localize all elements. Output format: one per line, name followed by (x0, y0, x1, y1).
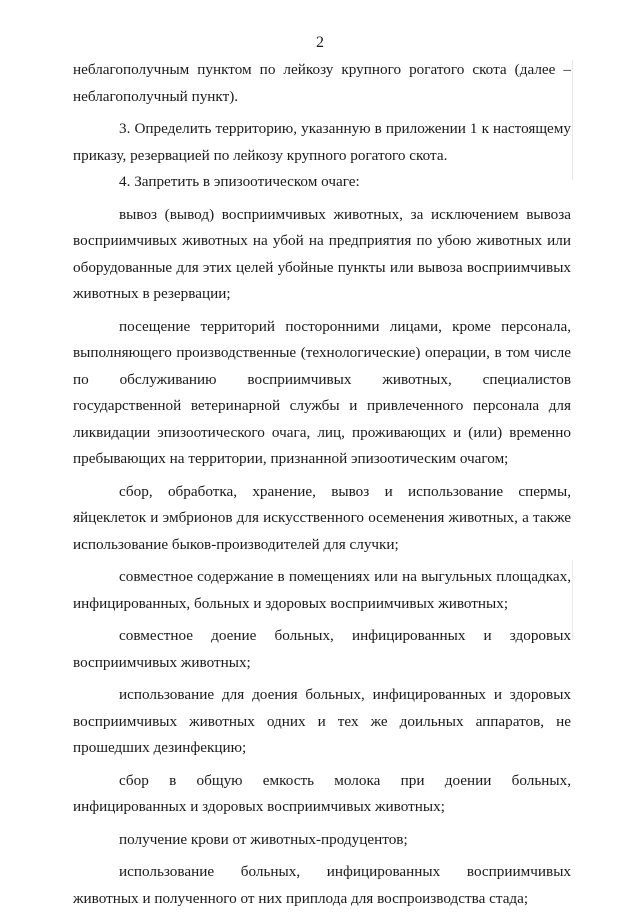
page-number: 2 (316, 34, 324, 51)
paragraph-item-4: 4. Запретить в эпизоотическом очаге: (119, 173, 360, 190)
document-body (73, 57, 571, 912)
prohibition-export: вывоз (вывод) восприимчивых животных, за исключением вывоза восприимчивых животных на убой на предприятия по убою животных или оборудованные для этих целей убойные пункты или вывоза восприимчивых животных в резервации; (73, 205, 571, 302)
prohibition-breeding: использование больных, инфицированных восприимчивых животных и полученного от них приплода для воспроизводства стада; (73, 863, 571, 907)
prohibition-visits: посещение территорий посторонними лицами, кроме персонала, выполняющего производственные (технологические) операции, в том числе по обслуживанию восприимчивых животных, специалистов государственной ветеринарной службы и привлеченного персонала для ликвидации эпизоотического очага, лиц, проживающих и (или) временно пребывающих на территории, признанной эпизоотическим очагом; (73, 317, 571, 467)
prohibition-milking-devices: использование для доения больных, инфицированных и здоровых восприимчивых животных одних и тех же доильных аппаратов, не прошедших дезинфекцию; (73, 686, 571, 756)
prohibition-blood: получение крови от животных-продуцентов; (119, 830, 408, 848)
paragraph-item-3: 3. Определить территорию, указанную в приложении 1 к настоящему приказу, резервацией по лейкозу крупного рогатого скота. (73, 120, 571, 164)
paragraph-continuation: неблагополучным пунктом по лейкозу крупного рогатого скота (далее – неблагополучный пункт). (73, 61, 571, 105)
scan-artifact (572, 60, 573, 180)
scan-artifact (572, 560, 573, 640)
prohibition-joint-milking: совместное доение больных, инфицированных и здоровых восприимчивых животных; (73, 627, 571, 671)
prohibition-milk-collection: сбор в общую емкость молока при доении больных, инфицированных и здоровых восприимчивых животных; (73, 771, 571, 815)
prohibition-joint-keeping: совместное содержание в помещениях или на выгульных площадках, инфицированных, больных и здоровых восприимчивых животных; (73, 568, 571, 612)
prohibition-semen: сбор, обработка, хранение, вывоз и использование спермы, яйцеклеток и эмбрионов для искусственного осеменения животных, а также использование быков-производителей для случки; (73, 482, 571, 553)
